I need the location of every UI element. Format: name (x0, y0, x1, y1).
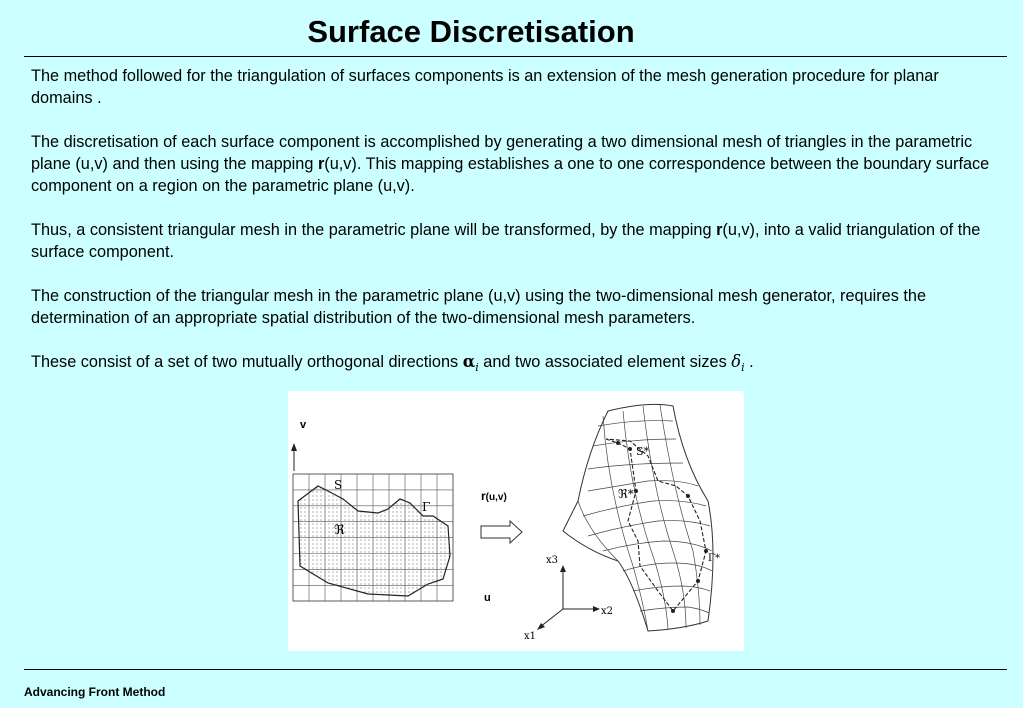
paragraph-5-end: . (744, 353, 754, 371)
mapping-args: (u,v) (485, 492, 507, 503)
mapping-r: r (317, 155, 325, 173)
alpha-symbol: α (462, 352, 476, 371)
paragraph-5-text-b: and two associated element sizes (478, 353, 732, 371)
paragraph-3-text-b: (u,v), into a valid triangulation of the surface component. (31, 221, 981, 261)
figure-svg (288, 391, 744, 651)
gamma-star-label: Γ* (708, 553, 720, 564)
region-r-label: ℜ (334, 523, 345, 538)
slide-title: Surface Discretisation (307, 14, 635, 49)
paragraph-2-text-a: The discretisation of each surface component is accomplished by generating a two dimensional mesh of triangles in the parametric plane (u,v) and then using the mapping (31, 133, 973, 173)
slide-body (31, 65, 996, 401)
v-label: v (300, 419, 307, 431)
footer-text: Advancing Front Method (24, 685, 166, 699)
gamma-label: Γ (422, 500, 431, 514)
u-label: u (484, 592, 491, 604)
mapping-r-bold: r (481, 489, 486, 503)
r-star-label: ℜ* (618, 487, 634, 501)
footer-divider (24, 669, 1007, 670)
s-label: S (334, 478, 343, 492)
paragraph-5 (31, 351, 996, 379)
title-divider (24, 56, 1007, 57)
mapping-arrow (481, 521, 522, 543)
alpha-subscript: i (475, 361, 479, 374)
paragraph-3-text-a: Thus, a consistent triangular mesh in the parametric plane will be transformed, by the mapping (31, 221, 717, 239)
delta-subscript: i (741, 361, 745, 374)
paragraph-4: The construction of the triangular mesh in the parametric plane (u,v) using the two-dimensional mesh generator, requires the determination of an appropriate spatial distribution of the two-dimensional mesh parameters. (31, 287, 927, 327)
x2-label: x2 (601, 606, 614, 617)
paragraph-5-text-a: These consist of a set of two mutually orthogonal directions (31, 353, 463, 371)
discretisation-figure (288, 391, 744, 651)
x1-label: x1 (524, 631, 537, 642)
delta-symbol: δ (731, 352, 742, 371)
mapping-r: r (716, 221, 723, 239)
xyz-axes (537, 565, 600, 630)
v-axis (291, 443, 297, 471)
mapping-label (481, 489, 507, 503)
paragraph-2 (31, 131, 996, 197)
paragraph-2-text-b: (u,v). This mapping establishes a one to one correspondence between the boundary surface component on a region on the parametric plane (u,v). (31, 155, 990, 195)
x3-label: x3 (546, 555, 559, 566)
surface-mesh (563, 404, 713, 631)
paragraph-1: The method followed for the triangulation of surfaces components is an extension of the mesh generation procedure for planar domains . (31, 67, 939, 107)
s-star-label: S* (636, 445, 650, 458)
paragraph-3 (31, 219, 996, 263)
